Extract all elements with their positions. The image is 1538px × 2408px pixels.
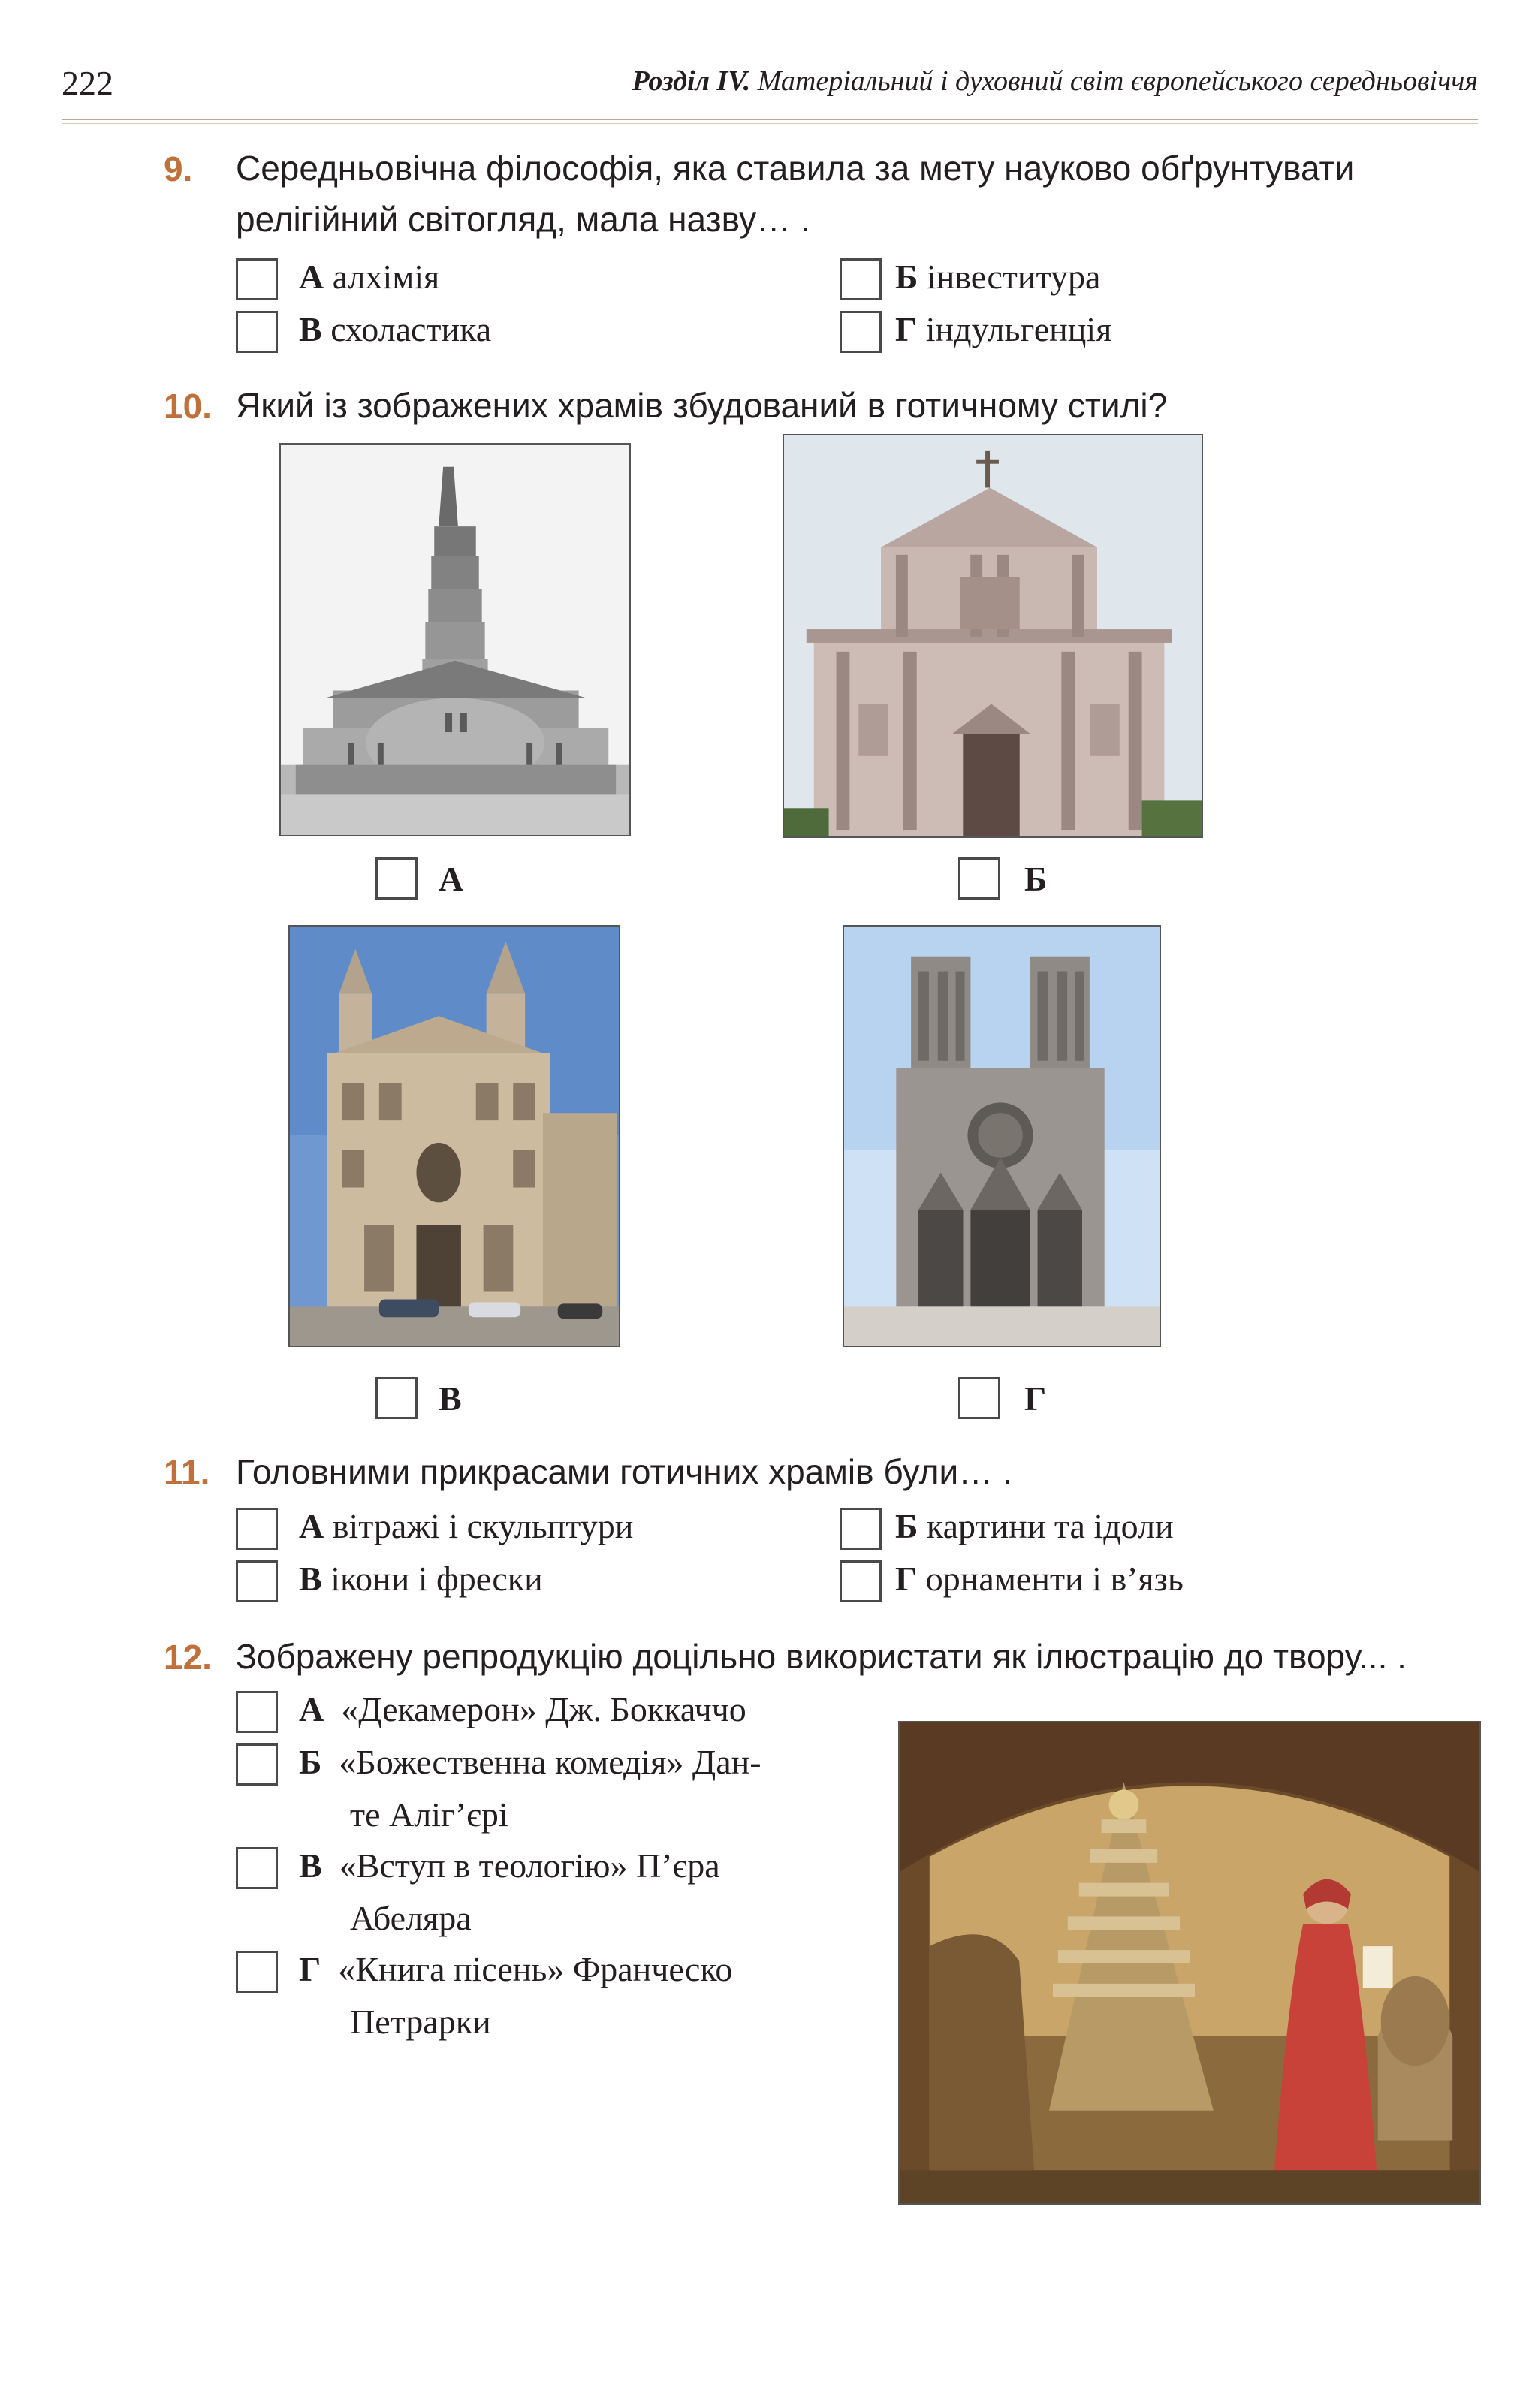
dante-painting-icon	[900, 1722, 1479, 2203]
q12-checkbox-b[interactable]	[236, 1743, 278, 1786]
q12-option-b-line-2: те Аліг’єрі	[350, 1795, 508, 1834]
question-9-text	[236, 143, 1482, 245]
q12-checkbox-d[interactable]	[236, 1951, 278, 1993]
q9-checkbox-b[interactable]	[840, 258, 882, 300]
question-10-number: 10.	[164, 387, 212, 426]
q11-option-c: В ікони і фрески	[299, 1560, 543, 1598]
romanesque-cathedral-icon	[290, 927, 619, 1346]
q10-caption-d: Г	[1024, 1379, 1047, 1418]
photo-romanesque-basilica	[279, 443, 631, 836]
gothic-cathedral-icon	[844, 927, 1160, 1346]
q11-option-b: Б картини та ідоли	[895, 1507, 1174, 1545]
q12-option-c-line-1: В «Вступ в теологію» П’єра	[299, 1846, 720, 1885]
q10-caption-a: А	[439, 860, 464, 898]
q10-checkbox-b[interactable]	[958, 857, 1000, 900]
q10-caption-b: Б	[1024, 860, 1048, 898]
photo-baroque-church	[783, 434, 1203, 838]
painting-dante	[898, 1721, 1481, 2205]
question-9-number: 9.	[164, 149, 193, 188]
q12-checkbox-a[interactable]	[236, 1691, 278, 1733]
q9-checkbox-c[interactable]	[236, 311, 278, 353]
q12-option-c-line-2: Абеляра	[350, 1899, 472, 1937]
photo-romanesque-cathedral	[288, 925, 620, 1347]
question-12-text: Зображену репродукцію доцільно використати як ілюстрацію до твору... .	[236, 1637, 1407, 1676]
question-12-number: 12.	[164, 1638, 212, 1677]
q11-checkbox-a[interactable]	[236, 1508, 278, 1550]
q9-checkbox-a[interactable]	[236, 258, 278, 300]
q12-option-d-line-1: Г «Книга пісень» Франческо	[299, 1950, 733, 1988]
q10-checkbox-d[interactable]	[958, 1377, 1000, 1419]
q11-checkbox-b[interactable]	[840, 1508, 882, 1550]
header-rule	[62, 119, 1478, 120]
question-9-line-2: релігійний світогляд, мала назву… .	[236, 200, 810, 239]
header-rule-thin	[62, 123, 1478, 124]
q10-caption-c: В	[439, 1379, 462, 1418]
question-11-number: 11.	[164, 1453, 210, 1492]
q9-option-a: А алхімія	[299, 258, 440, 296]
question-11-text: Головними прикрасами готичних храмів були… .	[236, 1452, 1012, 1491]
q12-checkbox-c[interactable]	[236, 1847, 278, 1889]
q10-checkbox-a[interactable]	[375, 857, 418, 900]
q11-checkbox-d[interactable]	[840, 1560, 882, 1602]
question-9-line-1: Середньовічна філософія, яка ставила за мету науково обґрунтувати	[236, 149, 1355, 188]
q10-checkbox-c[interactable]	[375, 1377, 418, 1419]
section-label: Розділ IV.	[632, 65, 751, 97]
q12-option-a: А «Декамерон» Дж. Боккаччо	[299, 1690, 746, 1728]
running-head	[632, 65, 1478, 98]
q11-option-d: Г орнаменти і в’язь	[895, 1560, 1184, 1598]
q9-option-b: Б інвеститура	[895, 258, 1101, 296]
photo-gothic-cathedral	[843, 925, 1161, 1347]
q12-option-b-line-1: Б «Божественна комедія» Дан-	[299, 1743, 761, 1781]
q9-option-d: Г індульгенція	[895, 310, 1112, 348]
q12-option-d-line-2: Петрарки	[350, 2003, 491, 2041]
romanesque-basilica-icon	[281, 445, 629, 835]
page-number: 222	[62, 64, 113, 102]
baroque-church-icon	[784, 435, 1202, 836]
q9-checkbox-d[interactable]	[840, 311, 882, 353]
q11-option-a: А вітражі і скульптури	[299, 1507, 634, 1545]
question-10-text: Який із зображених храмів збудований в готичному стилі?	[236, 386, 1168, 425]
chapter-title: Матеріальний і духовний світ європейського середньовіччя	[757, 65, 1478, 97]
q9-option-c: В схоластика	[299, 310, 492, 348]
q11-checkbox-c[interactable]	[236, 1560, 278, 1602]
